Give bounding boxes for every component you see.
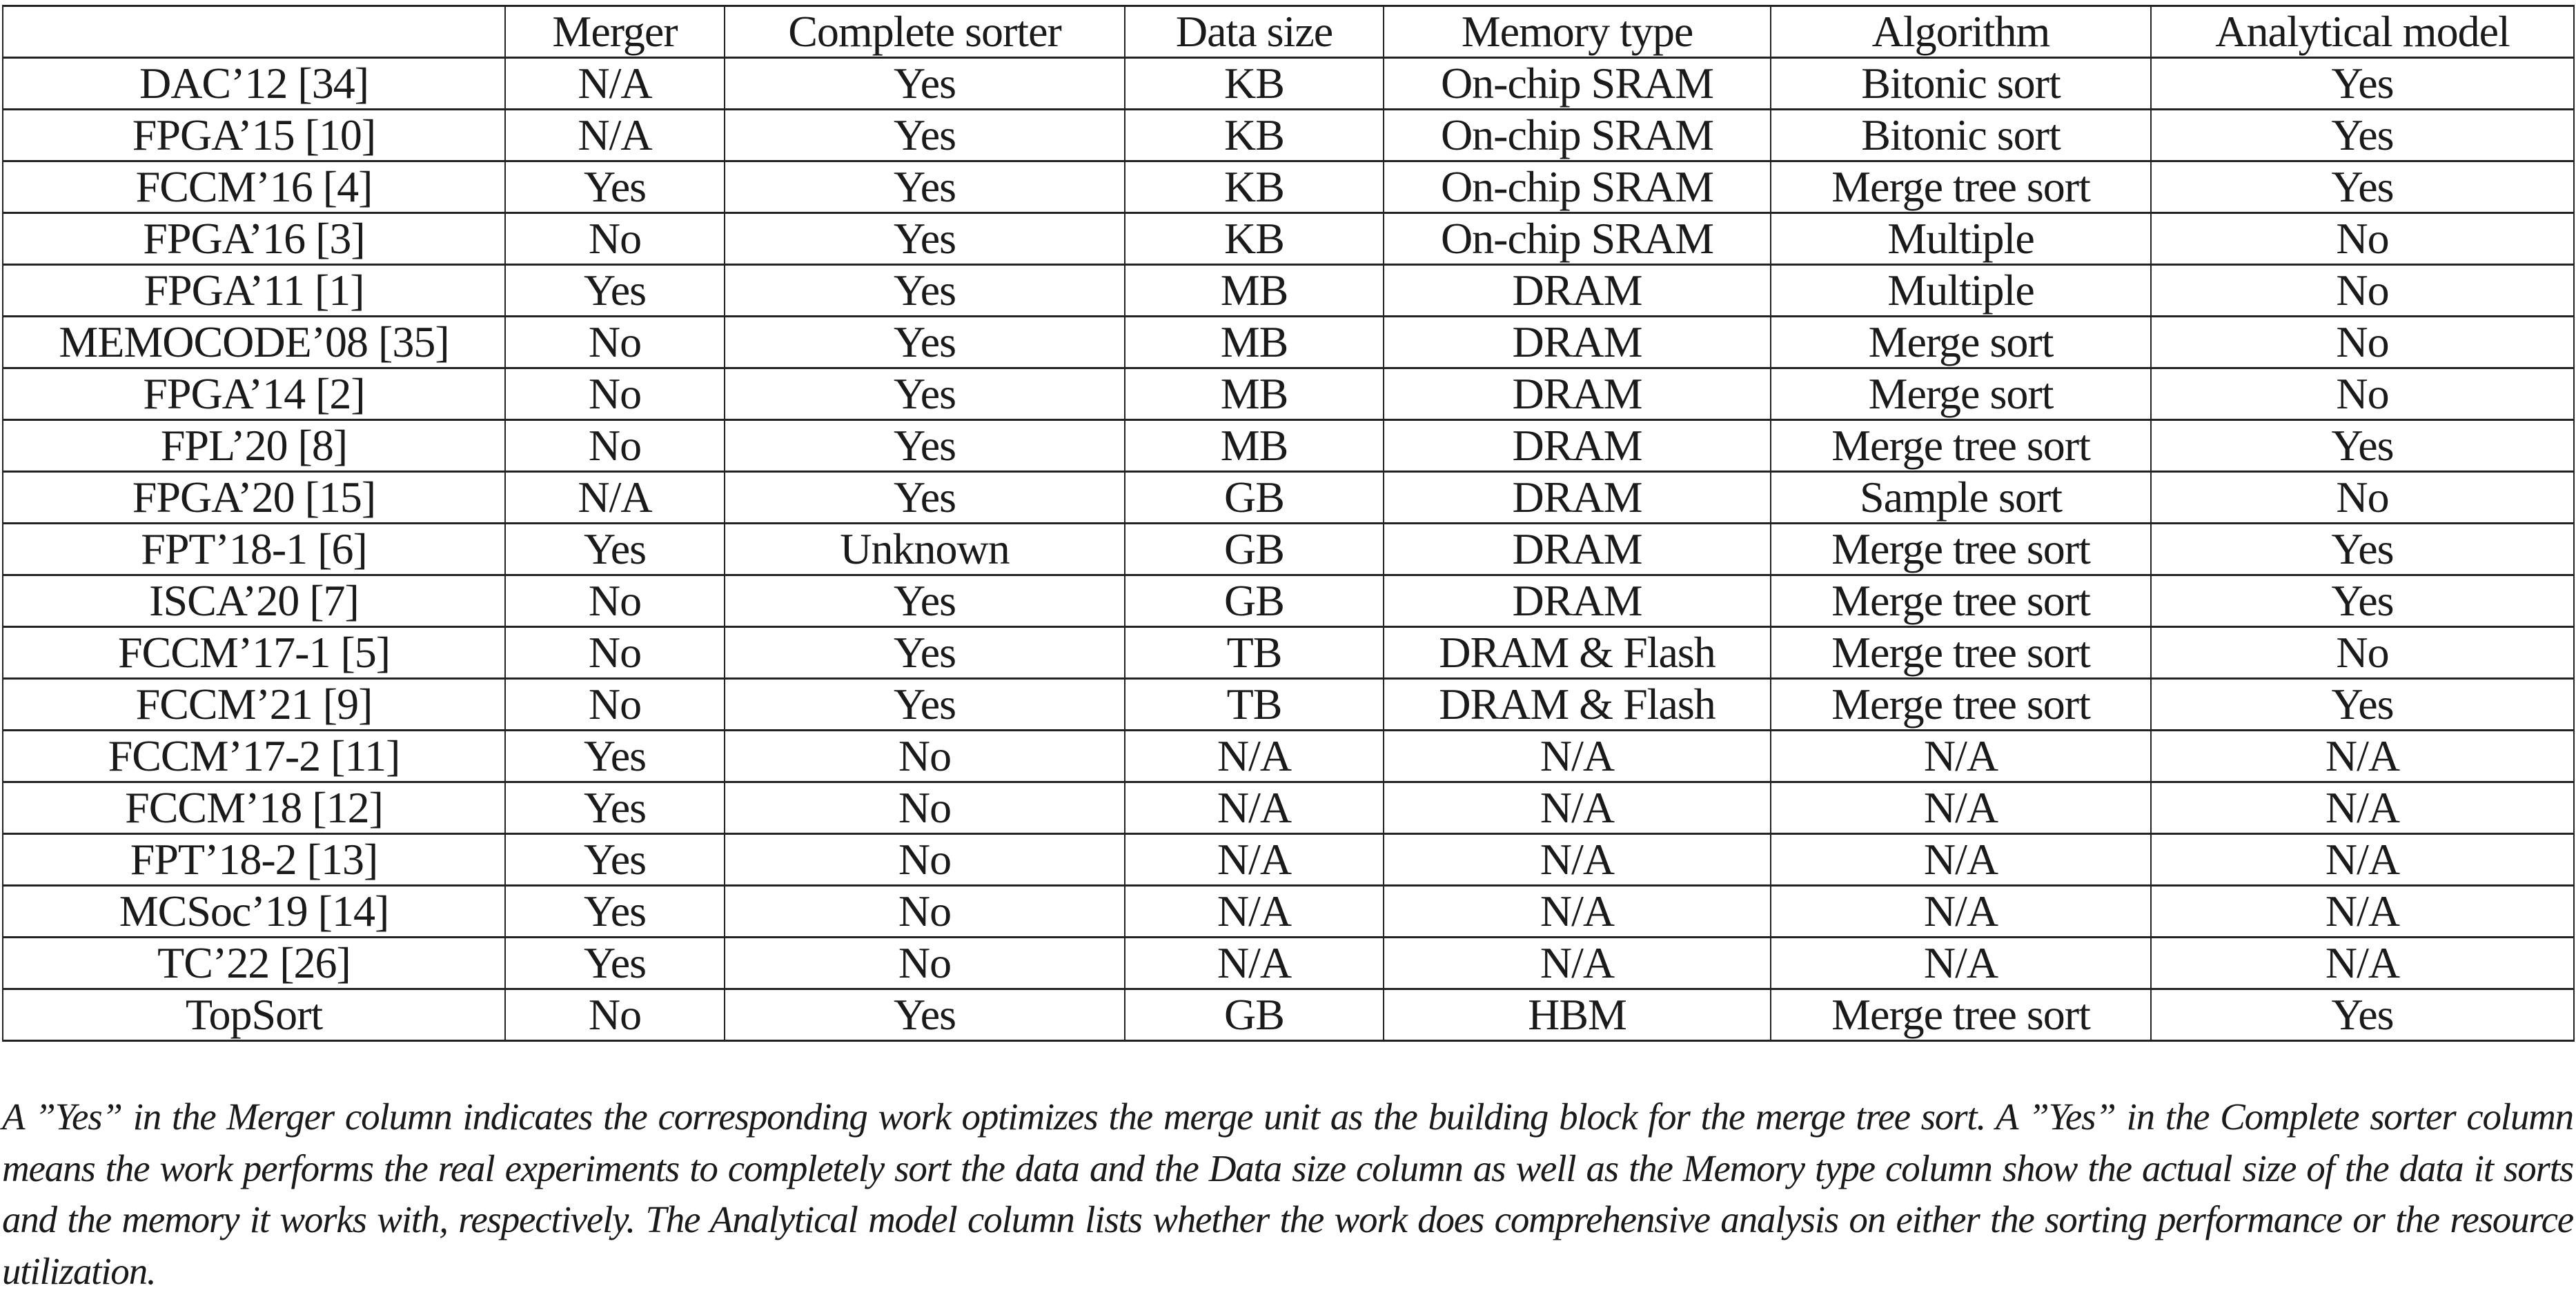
cell-analytical-model: No	[2151, 368, 2574, 420]
cell-analytical-model: No	[2151, 627, 2574, 679]
table-row	[3, 161, 2574, 213]
table-row	[3, 472, 2574, 524]
table-row	[3, 213, 2574, 265]
cell-merger: Yes	[505, 265, 725, 317]
cell-complete-sorter: No	[725, 834, 1125, 886]
table-caption: A ”Yes” in the Merger column indicates the corresponding work optimizes the merge unit as the building block for the merge tree sort. A ”Yes” in the Complete sorter column means the work performs the real experiments to completely sort the data and the Data size column as well as the Memory type column show the actual size of the data it sorts and the memory it works with, respectively. The Analytical model column lists whether the work does comprehensive analysis on either the sorting performance or the resource utilization.	[2, 1096, 2573, 1292]
cell-complete-sorter: Yes	[725, 627, 1125, 679]
cell-data-size: KB	[1125, 110, 1384, 161]
cell-analytical-model: Yes	[2151, 110, 2574, 161]
table-row	[3, 110, 2574, 161]
cell-analytical-model: Yes	[2151, 524, 2574, 575]
cell-complete-sorter: Yes	[725, 472, 1125, 524]
comparison-table	[2, 5, 2575, 1042]
cell-complete-sorter: No	[725, 886, 1125, 938]
table-row	[3, 989, 2574, 1041]
cell-memory-type: DRAM	[1384, 524, 1771, 575]
cell-merger: No	[505, 627, 725, 679]
cell-work: FPL’20 [8]	[3, 420, 505, 472]
cell-merger: No	[505, 317, 725, 368]
cell-merger: Yes	[505, 834, 725, 886]
cell-algorithm: Multiple	[1771, 213, 2151, 265]
cell-merger: No	[505, 420, 725, 472]
cell-work: DAC’12 [34]	[3, 58, 505, 110]
table-row	[3, 938, 2574, 989]
cell-analytical-model: N/A	[2151, 834, 2574, 886]
cell-algorithm: Merge tree sort	[1771, 420, 2151, 472]
cell-algorithm: Merge tree sort	[1771, 679, 2151, 731]
cell-data-size: N/A	[1125, 938, 1384, 989]
column-header-algorithm: Algorithm	[1771, 6, 2151, 58]
cell-memory-type: DRAM	[1384, 472, 1771, 524]
table-row	[3, 265, 2574, 317]
cell-complete-sorter: Yes	[725, 575, 1125, 627]
cell-algorithm: Bitonic sort	[1771, 110, 2151, 161]
cell-analytical-model: No	[2151, 265, 2574, 317]
cell-data-size: MB	[1125, 317, 1384, 368]
cell-algorithm: N/A	[1771, 782, 2151, 834]
column-header-analytical-model: Analytical model	[2151, 6, 2574, 58]
column-header-complete-sorter: Complete sorter	[725, 6, 1125, 58]
cell-algorithm: N/A	[1771, 731, 2151, 782]
cell-complete-sorter: Yes	[725, 368, 1125, 420]
column-header-data-size: Data size	[1125, 6, 1384, 58]
cell-memory-type: DRAM & Flash	[1384, 627, 1771, 679]
table-row	[3, 886, 2574, 938]
cell-complete-sorter: No	[725, 938, 1125, 989]
column-header-work	[3, 6, 505, 58]
cell-complete-sorter: Yes	[725, 58, 1125, 110]
cell-data-size: GB	[1125, 989, 1384, 1041]
cell-merger: No	[505, 575, 725, 627]
cell-complete-sorter: Unknown	[725, 524, 1125, 575]
cell-memory-type: DRAM	[1384, 575, 1771, 627]
cell-work: FCCM’17-2 [11]	[3, 731, 505, 782]
column-header-memory-type: Memory type	[1384, 6, 1771, 58]
cell-analytical-model: N/A	[2151, 938, 2574, 989]
cell-merger: Yes	[505, 782, 725, 834]
cell-memory-type: DRAM	[1384, 317, 1771, 368]
cell-analytical-model: Yes	[2151, 420, 2574, 472]
table-row	[3, 679, 2574, 731]
cell-analytical-model: N/A	[2151, 782, 2574, 834]
cell-algorithm: Merge tree sort	[1771, 989, 2151, 1041]
cell-analytical-model: Yes	[2151, 161, 2574, 213]
column-header-merger: Merger	[505, 6, 725, 58]
cell-work: FPT’18-2 [13]	[3, 834, 505, 886]
cell-analytical-model: No	[2151, 472, 2574, 524]
cell-data-size: GB	[1125, 575, 1384, 627]
table-row	[3, 524, 2574, 575]
cell-algorithm: Merge sort	[1771, 317, 2151, 368]
cell-merger: No	[505, 679, 725, 731]
cell-analytical-model: Yes	[2151, 989, 2574, 1041]
cell-merger: N/A	[505, 58, 725, 110]
cell-memory-type: DRAM & Flash	[1384, 679, 1771, 731]
cell-analytical-model: N/A	[2151, 886, 2574, 938]
cell-complete-sorter: Yes	[725, 110, 1125, 161]
cell-memory-type: On-chip SRAM	[1384, 161, 1771, 213]
cell-memory-type: DRAM	[1384, 420, 1771, 472]
table-body	[3, 58, 2574, 1041]
cell-algorithm: Bitonic sort	[1771, 58, 2151, 110]
cell-data-size: N/A	[1125, 782, 1384, 834]
cell-work: MCSoc’19 [14]	[3, 886, 505, 938]
cell-work: FCCM’17-1 [5]	[3, 627, 505, 679]
cell-memory-type: N/A	[1384, 731, 1771, 782]
cell-memory-type: DRAM	[1384, 368, 1771, 420]
table-row	[3, 782, 2574, 834]
cell-work: FPGA’20 [15]	[3, 472, 505, 524]
cell-memory-type: DRAM	[1384, 265, 1771, 317]
cell-algorithm: Merge sort	[1771, 368, 2151, 420]
cell-data-size: MB	[1125, 420, 1384, 472]
cell-merger: N/A	[505, 110, 725, 161]
cell-merger: Yes	[505, 524, 725, 575]
cell-algorithm: Sample sort	[1771, 472, 2151, 524]
cell-analytical-model: No	[2151, 317, 2574, 368]
cell-work: TopSort	[3, 989, 505, 1041]
cell-memory-type: HBM	[1384, 989, 1771, 1041]
cell-algorithm: N/A	[1771, 886, 2151, 938]
table-row	[3, 575, 2574, 627]
cell-complete-sorter: No	[725, 782, 1125, 834]
cell-work: ISCA’20 [7]	[3, 575, 505, 627]
cell-data-size: MB	[1125, 265, 1384, 317]
table-row	[3, 317, 2574, 368]
cell-work: FCCM’21 [9]	[3, 679, 505, 731]
cell-complete-sorter: Yes	[725, 679, 1125, 731]
cell-complete-sorter: Yes	[725, 265, 1125, 317]
cell-algorithm: N/A	[1771, 938, 2151, 989]
cell-complete-sorter: Yes	[725, 317, 1125, 368]
cell-work: FPGA’15 [10]	[3, 110, 505, 161]
cell-data-size: TB	[1125, 679, 1384, 731]
cell-work: FCCM’16 [4]	[3, 161, 505, 213]
cell-complete-sorter: No	[725, 731, 1125, 782]
cell-algorithm: Merge tree sort	[1771, 627, 2151, 679]
cell-data-size: GB	[1125, 472, 1384, 524]
cell-complete-sorter: Yes	[725, 989, 1125, 1041]
cell-merger: Yes	[505, 938, 725, 989]
cell-data-size: MB	[1125, 368, 1384, 420]
cell-memory-type: N/A	[1384, 834, 1771, 886]
cell-analytical-model: N/A	[2151, 731, 2574, 782]
cell-data-size: KB	[1125, 58, 1384, 110]
cell-data-size: GB	[1125, 524, 1384, 575]
cell-merger: Yes	[505, 731, 725, 782]
table-row	[3, 627, 2574, 679]
cell-algorithm: Multiple	[1771, 265, 2151, 317]
cell-algorithm: Merge tree sort	[1771, 575, 2151, 627]
cell-analytical-model: Yes	[2151, 575, 2574, 627]
cell-complete-sorter: Yes	[725, 420, 1125, 472]
cell-merger: No	[505, 989, 725, 1041]
cell-work: FCCM’18 [12]	[3, 782, 505, 834]
cell-work: FPGA’16 [3]	[3, 213, 505, 265]
cell-data-size: TB	[1125, 627, 1384, 679]
cell-memory-type: On-chip SRAM	[1384, 213, 1771, 265]
table-row	[3, 731, 2574, 782]
cell-memory-type: On-chip SRAM	[1384, 58, 1771, 110]
cell-data-size: N/A	[1125, 731, 1384, 782]
cell-merger: Yes	[505, 161, 725, 213]
cell-memory-type: On-chip SRAM	[1384, 110, 1771, 161]
cell-analytical-model: Yes	[2151, 679, 2574, 731]
table-row	[3, 834, 2574, 886]
cell-complete-sorter: Yes	[725, 161, 1125, 213]
cell-analytical-model: No	[2151, 213, 2574, 265]
cell-work: FPGA’14 [2]	[3, 368, 505, 420]
cell-algorithm: Merge tree sort	[1771, 161, 2151, 213]
cell-data-size: KB	[1125, 161, 1384, 213]
cell-merger: Yes	[505, 886, 725, 938]
comparison-table-container	[2, 5, 2573, 1042]
cell-analytical-model: Yes	[2151, 58, 2574, 110]
cell-work: MEMOCODE’08 [35]	[3, 317, 505, 368]
cell-work: FPT’18-1 [6]	[3, 524, 505, 575]
cell-data-size: N/A	[1125, 834, 1384, 886]
cell-algorithm: Merge tree sort	[1771, 524, 2151, 575]
cell-memory-type: N/A	[1384, 886, 1771, 938]
header-row	[3, 6, 2574, 58]
cell-memory-type: N/A	[1384, 938, 1771, 989]
cell-merger: N/A	[505, 472, 725, 524]
cell-memory-type: N/A	[1384, 782, 1771, 834]
cell-algorithm: N/A	[1771, 834, 2151, 886]
cell-merger: No	[505, 213, 725, 265]
cell-data-size: KB	[1125, 213, 1384, 265]
cell-data-size: N/A	[1125, 886, 1384, 938]
cell-complete-sorter: Yes	[725, 213, 1125, 265]
cell-merger: No	[505, 368, 725, 420]
table-row	[3, 420, 2574, 472]
cell-work: FPGA’11 [1]	[3, 265, 505, 317]
table-row	[3, 58, 2574, 110]
cell-work: TC’22 [26]	[3, 938, 505, 989]
table-row	[3, 368, 2574, 420]
